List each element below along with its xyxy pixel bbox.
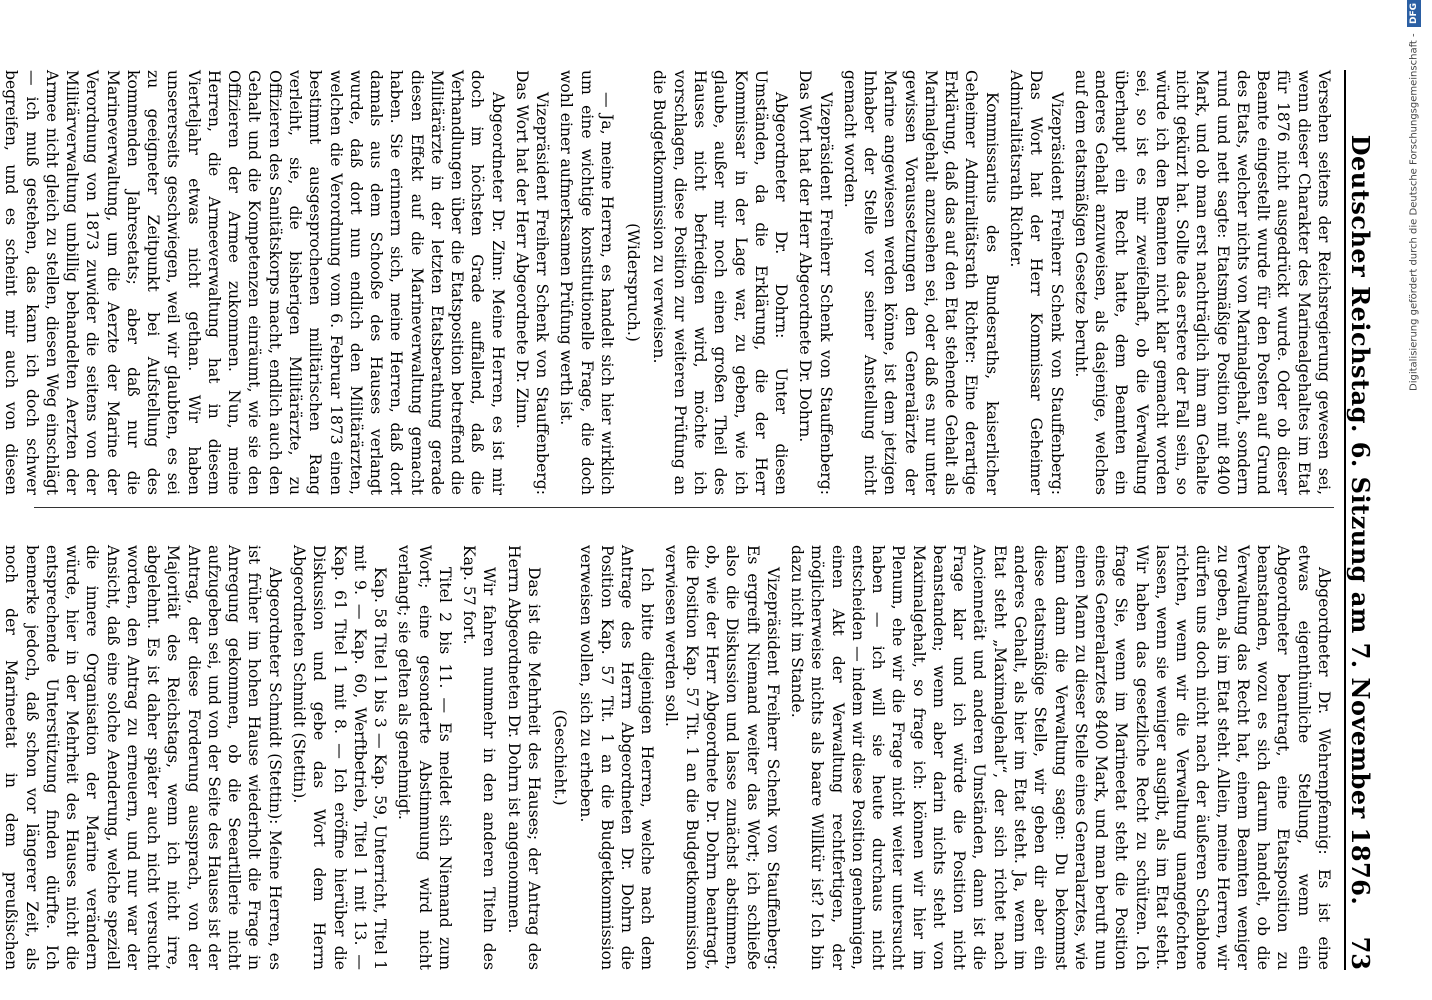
paragraph: Kommissarius des Bundesraths, kaiserlicher Geheimer Admiralitätsrath Richter: Eine derartige Erklärung, daß das auf den Etat stehende Gehalt als Marinalgehalt anzusehen sei, oder daß es nur unter gewissen Voraussetzungen den Generalärzte der Marine angewiesen werden könne, ist dem jetzigen Inhaber der Stelle vor seiner Anstellung nicht gemacht worden.	[840, 70, 1001, 495]
paragraph: Wir fahren nunmehr in den anderen Titeln des Kap. 57 fort.	[460, 545, 499, 970]
paragraph: Abgeordneter Dr. Wehrenpfennig: Es ist eine etwas eigenthümliche Stellung, wenn ein Abgeordneter beantragt, eine Etatsposition zu beanstanden, wozu es sich darum handelt, ob die Verwaltung das Recht hat, einem Beamten weniger zu geben, als im Etat steht. Allein, meine Herren, wir dürfen uns doch nicht nach der äußeren Schablone richten, wenn wir die Verwaltung unangefochten lassen, wenn sie weniger ausgibt, als im Etat steht. Wir haben das gesetzliche Recht zu schützen. Ich frage Sie, wenn im Marineetat steht die Position eines Generalarztes 8400 Mark, und man beruft nun einen Mann zu dieser Stelle eines Generalarztes, wie kann dann die Verwaltung sagen: Du bekommst diese etatsmäßige Stelle, wir geben dir aber ein anderes Gehalt, als hier im Etat steht. Ja, wenn im Etat steht „Maximalgehalt“, der sich richtet nach Anciennetät und anderen Umständen, dann ist die Frage klar und ich würde die Position nicht beanstanden; wenn aber darin nichts steht von Maximalgehalt, so frage ich: können wir hier im Plenum, ehe wir die Frage nicht weiter untersucht haben — ich will sie heute durchaus nicht entscheiden — indem wir diese Position genehmigen, einen Akt der Verwaltung rechtfertigen, der möglicherweise nichts als baare Willkür ist? Ich bin dazu nicht im Stande.	[788, 545, 1333, 970]
digitization-credit	[1396, 0, 1432, 1000]
paragraph: — Ja, meine Herren, es handelt sich hier wirklich um eine wichtige konstitutionelle Frage, die doch wohl einer aufmerksamen Prüfung werth ist.	[557, 70, 616, 495]
left-column	[2, 70, 1334, 495]
running-title: Deutscher Reichstag. 6. Sitzung am 7. November 1876.	[1346, 134, 1375, 906]
credit-text: Digitalisierung gefördert durch die Deutsche Forschungsgemeinschaft -	[1408, 33, 1420, 391]
right-column	[2, 545, 1334, 970]
page-number: 73	[1346, 936, 1375, 970]
paragraph: Abgeordneter Dr. Zinn: Meine Herren, es ist mir doch im höchsten Grade auffallend, daß die Verhandlungen über die Etatsposition betreffend die Militärärzte in der letzten Etatsberathung gerade diesen Effekt auf die Marineverwaltung gemacht haben. Sie erinnern sich, meine Herren, daß dort damals aus dem Schooße des Hauses verlangt wurde, daß dort nun endlich den Militärärzten, welchen die Verordnung vom 6. Februar 1873 einen bestimmt ausgesprochenen militärischen Rang verleiht, sie, die bisherigen Militärärzte, zu Offizieren des Sanitätskorps macht, endlich auch den Gehalt und die Kompetenzen einräumt, wie sie den Offizieren der Armee zukommen. Nun, meine Herren, die Armeeverwaltung hat in diesem Vierteljahr etwas nicht gethan. Wir haben unsererseits geschwiegen, weil wir glaubten, es sei zu geeigneter Zeitpunkt bei Aufstellung des kommenden Jahresetats; aber daß nur die Marineverwaltung, um die Aerzte der Marine der Verordnung von 1873 zuwider die seitens von der Militärverwaltung unbillig behandelten Aerzten der Armee nicht gleich zu stellen, diesen Weg einschlägt — ich muß gestehen, das kann ich doch schwer begreifen, und es scheint mir auch von diesen	[2, 70, 507, 495]
stage-direction: (Widerspruch.)	[624, 223, 643, 342]
paragraph: Ich bitte diejenigen Herren, welche nach dem Antrage des Herrn Abgeordneten Dr. Dohrn die Position Kap. 57 Tit. 1 an die Budgetkommission verweisen wollen, sich zu erheben.	[577, 545, 657, 970]
paragraph: Vizepräsident Freiherr Schenk von Stauffenberg: Das Wort hat der Herr Abgeordnete Dr. Zinn.	[512, 70, 552, 495]
paragraph: Vizepräsident Freiherr Schenk von Stauffenberg: Es ergreift Niemand weiter das Wort; ich schließe also die Diskussion und lasse zunächst abstimmen, ob, wie der Herr Abgeordnete Dr. Dohrn beantragt, die Position Kap. 57 Tit. 1 an die Budgetkommission verwiesen werden soll.	[662, 545, 782, 970]
paragraph: Titel 2 bis 11. — Es meldet sich Niemand zum Wort; eine gesonderte Abstimmung wird nicht verlangt; sie gelten als genehmigt.	[395, 545, 454, 970]
page-header	[1344, 70, 1390, 970]
paragraph: Abgeordneter Schmidt (Stettin): Meine Herren, es ist früher im hohen Hause wiederholt die Frage in Anregung gekommen, ob die Seeartillerie nicht aufzugeben sei, und von der Seite des Hauses ist der Antrag, der diese Forderung aussprach, von der Majorität des Reichstags, wenn ich nicht irre, abgelehnt. Es ist daher später auch nicht versucht worden, den Antrag zu erneuern, und nur war der Ansicht, daß eine solche Aenderung, welche speziell die innere Organisation der Marine verändern würde, hier in der Mehrheit des Hauses nicht die entsprechende Unterstützung finden dürfte. Ich bemerke jedoch, daß schon vor längerer Zeit, als noch der Marineetat in dem preußischen	[2, 545, 284, 970]
column-divider	[34, 507, 1334, 508]
stage-direction: (Geschieht.)	[551, 709, 570, 806]
paragraph: Vizepräsident Freiherr Schenk von Stauffenberg: Das Wort hat der Herr Kommissar Geheimer Admiralitätsrath Richter.	[1007, 70, 1066, 495]
paragraph: Versehen seitens der Reichsregierung gewesen sei, wenn dieser Charakter des Marinealgehaltes im Etat für 1876 nicht ausgedrückt wurde. Oder ob dieser Beamte eingestellt wurde für den Posten auf Grund des Etats, welcher nichts von Marinalgehalt, sondern rund und nett sagte: Etatsmäßige Position mit 8400 Mark, und ob man erst nachträglich ihm am Gehalte nicht gekürzt hat. Sollte das erstere der Fall sein, so würde ich den Beamten nicht klar gemacht worden sei, so ist es mir zweifelhaft, ob die Verwaltung überhaupt ein Recht hatte, dem Beamten ein anderes Gehalt anzuweisen, als dasjenige, welches auf dem etatsmäßigen Gesetze beruht.	[1071, 70, 1333, 495]
paragraph: Kap. 58 Titel 1 bis 3 — Kap. 59, Unterricht, Titel 1 mit 9. — Kap. 60, Werftbetrieb, Titel 1 mit 13. — Kap. 61 Titel 1 mit 8. — Ich eröffne hierüber die Diskussion und gebe das Wort dem Herrn Abgeordneten Schmidt (Stettin).	[289, 545, 390, 970]
paragraph: Vizepräsident Freiherr Schenk von Stauffenberg: Das Wort hat der Herr Abgeordnete Dr. Dohrn.	[796, 70, 835, 495]
dfg-logo: DFG	[1407, 0, 1421, 27]
paragraph: Das ist die Mehrheit des Hauses; der Antrag des Herrn Abgeordneten Dr. Dohrn ist angenommen.	[504, 545, 543, 970]
paragraph: Abgeordneter Dr. Dohrn: Unter diesen Umständen, da die Erklärung, die der Herr Kommissar in der Lage war, zu geben, wie ich glaube, außer mir noch einen großen Theil des Hauses nicht befriedigen wird, möchte ich vorschlagen, diese Position zur weiteren Prüfung an die Budgetkommission zu verweisen.	[650, 70, 791, 495]
